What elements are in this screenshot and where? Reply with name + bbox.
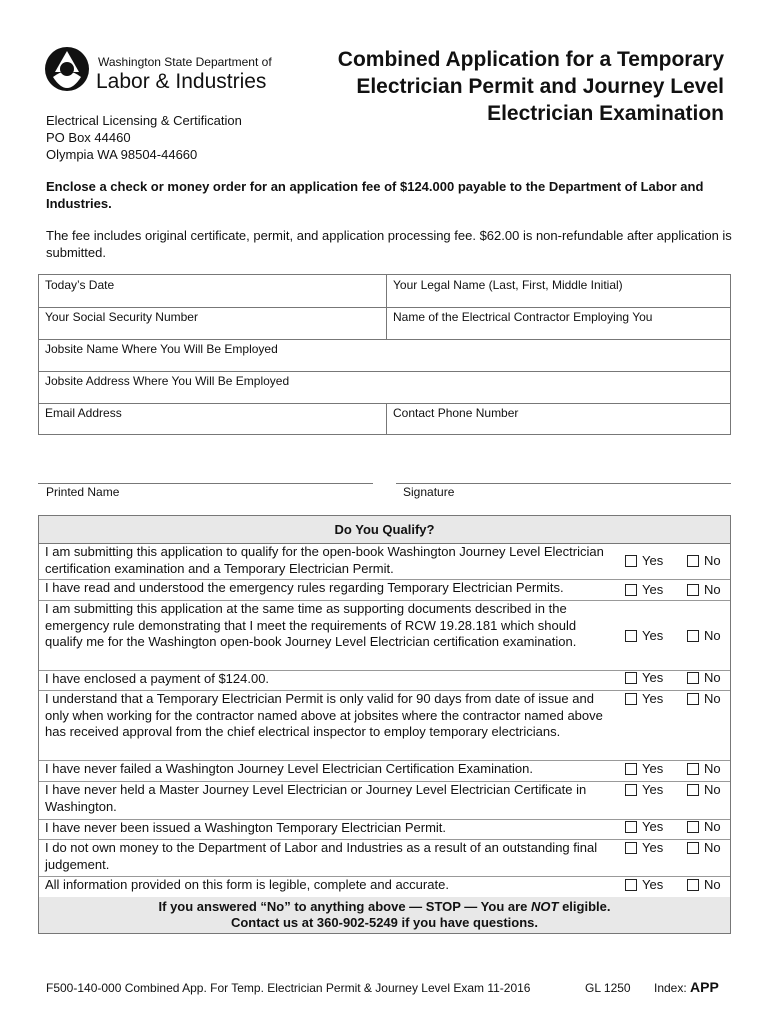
no-label: No (704, 691, 721, 706)
info-row (39, 275, 730, 308)
yes-label: Yes (642, 582, 664, 597)
question-row (39, 781, 730, 820)
yes-option[interactable] (625, 628, 663, 643)
form-identifier: F500-140-000 Combined App. For Temp. Electrician Permit & Journey Level Exam 11-2016 (46, 981, 531, 995)
question-text: I do not own money to the Department of Labor and Industries as a result of an outstanding final judgement. (45, 840, 598, 872)
no-option[interactable] (687, 877, 721, 892)
org-name-line1: Washington State Department of (98, 55, 272, 69)
no-checkbox[interactable] (687, 584, 699, 596)
no-label: No (704, 840, 721, 855)
question-row (39, 819, 730, 840)
index-code: Index: APP (654, 979, 719, 995)
question-text: I have never held a Master Journey Level Electrician or Journey Level Electrician Certificate in Washington. (45, 782, 587, 814)
no-checkbox[interactable] (687, 879, 699, 891)
fee-instruction: Enclose a check or money order for an application fee of $124.000 payable to the Department of Labor and Industries. (46, 179, 704, 211)
contractor-name-field[interactable] (386, 307, 730, 339)
lni-logo-icon (44, 46, 90, 92)
address-line: Olympia WA 98504-44660 (46, 147, 198, 162)
field-label: Jobsite Address Where You Will Be Employed (45, 374, 290, 388)
no-checkbox[interactable] (687, 842, 699, 854)
no-option[interactable] (687, 582, 721, 597)
yes-label: Yes (642, 628, 664, 643)
mailing-address (46, 112, 242, 163)
eligibility-warning (39, 897, 730, 933)
question-row (39, 876, 730, 898)
question-text: I have never failed a Washington Journey Level Electrician Certification Examination. (45, 761, 533, 776)
yes-label: Yes (642, 782, 664, 797)
signature-line[interactable] (396, 483, 731, 484)
field-label: Jobsite Name Where You Will Be Employed (45, 342, 278, 356)
page-title: Combined Application for a Temporary Electrician Permit and Journey Level Electrician Examination (337, 48, 724, 125)
question-text: I am submitting this application at the same time as supporting documents described in the emergency rule demonstrating that I meet the requirements of RCW 19.28.181 which should qualify me for the Washington open-book Journey Level Electrician certification examination. (45, 601, 577, 649)
field-label: Today’s Date (45, 278, 115, 292)
address-line: PO Box 44460 (46, 130, 131, 145)
yes-checkbox[interactable] (625, 879, 637, 891)
field-label: Email Address (45, 406, 122, 420)
info-row (39, 371, 730, 404)
yes-option[interactable] (625, 691, 663, 706)
legal-name-field[interactable] (386, 275, 730, 307)
no-label: No (704, 761, 721, 776)
info-row (39, 339, 730, 372)
yes-option[interactable] (625, 670, 663, 685)
fee-note: The fee includes original certificate, permit, and application processing fee. $62.00 is non-refundable after application is submitted. (46, 228, 732, 260)
yes-option[interactable] (625, 877, 663, 892)
question-row (39, 543, 730, 580)
yes-label: Yes (642, 553, 664, 568)
yes-option[interactable] (625, 782, 663, 797)
no-checkbox[interactable] (687, 784, 699, 796)
yes-option[interactable] (625, 761, 663, 776)
no-checkbox[interactable] (687, 555, 699, 567)
todays-date-field[interactable] (39, 275, 386, 307)
no-label: No (704, 553, 721, 568)
yes-option[interactable] (625, 553, 663, 568)
printed-name-label: Printed Name (46, 485, 120, 499)
gl-code: GL 1250 (585, 981, 631, 995)
yes-checkbox[interactable] (625, 763, 637, 775)
info-row (39, 403, 730, 434)
question-row (39, 839, 730, 877)
no-option[interactable] (687, 761, 721, 776)
field-label: Your Legal Name (Last, First, Middle Initial) (393, 278, 623, 292)
no-option[interactable] (687, 670, 721, 685)
question-text: I have enclosed a payment of $124.00. (45, 671, 270, 686)
no-checkbox[interactable] (687, 763, 699, 775)
no-option[interactable] (687, 840, 721, 855)
yes-checkbox[interactable] (625, 784, 637, 796)
no-label: No (704, 877, 721, 892)
yes-checkbox[interactable] (625, 842, 637, 854)
yes-label: Yes (642, 691, 664, 706)
question-row (39, 579, 730, 601)
field-label: Your Social Security Number (45, 310, 198, 324)
no-label: No (704, 819, 721, 834)
yes-label: Yes (642, 840, 664, 855)
no-option[interactable] (687, 819, 721, 834)
yes-checkbox[interactable] (625, 584, 637, 596)
warning-line1: If you answered “No” to anything above — STOP — You are NOT eligible. (158, 899, 611, 914)
yes-checkbox[interactable] (625, 555, 637, 567)
email-field[interactable] (39, 403, 386, 434)
address-line: Electrical Licensing & Certification (46, 113, 242, 128)
yes-option[interactable] (625, 582, 663, 597)
yes-label: Yes (642, 670, 664, 685)
info-row (39, 307, 730, 340)
yes-checkbox[interactable] (625, 672, 637, 684)
question-text: All information provided on this form is legible, complete and accurate. (45, 877, 449, 892)
yes-checkbox[interactable] (625, 821, 637, 833)
yes-label: Yes (642, 877, 664, 892)
yes-checkbox[interactable] (625, 693, 637, 705)
no-label: No (704, 782, 721, 797)
yes-label: Yes (642, 819, 664, 834)
phone-field[interactable] (386, 403, 730, 434)
applicant-info-table (38, 274, 731, 435)
question-text: I understand that a Temporary Electrician Permit is only valid for 90 days from date of issue and only when working for the contractor named above at jobsites where the contractor named above has received approval from the chief electrical inspector to employ temporary electricians. (45, 691, 603, 739)
question-text: I have never been issued a Washington Temporary Electrician Permit. (45, 820, 447, 835)
jobsite-name-field[interactable] (39, 339, 730, 371)
ssn-field[interactable] (39, 307, 386, 339)
question-row (39, 670, 730, 691)
qualification-table (38, 515, 731, 934)
yes-option[interactable] (625, 819, 663, 834)
signature-label: Signature (403, 485, 455, 499)
yes-option[interactable] (625, 840, 663, 855)
no-option[interactable] (687, 782, 721, 797)
question-row (39, 760, 730, 782)
no-option[interactable] (687, 553, 721, 568)
field-label: Name of the Electrical Contractor Employing You (393, 310, 653, 324)
warning-line2: Contact us at 360-902-5249 if you have questions. (230, 915, 539, 930)
question-text: I am submitting this application to qualify for the open-book Washington Journey Level Electrician certification examination and a Temporary Electrician Permit. (45, 544, 604, 576)
no-checkbox[interactable] (687, 821, 699, 833)
no-checkbox[interactable] (687, 693, 699, 705)
no-checkbox[interactable] (687, 672, 699, 684)
field-label: Contact Phone Number (393, 406, 519, 420)
printed-name-line[interactable] (38, 483, 373, 484)
no-option[interactable] (687, 628, 721, 643)
qualification-heading: Do You Qualify? (39, 516, 730, 544)
no-checkbox[interactable] (687, 630, 699, 642)
org-name-line2: Labor & Industries (96, 70, 267, 93)
question-text: I have read and understood the emergency rules regarding Temporary Electrician Permits. (45, 580, 564, 595)
yes-checkbox[interactable] (625, 630, 637, 642)
no-label: No (704, 582, 721, 597)
no-label: No (704, 670, 721, 685)
yes-label: Yes (642, 761, 664, 776)
jobsite-address-field[interactable] (39, 371, 730, 403)
no-option[interactable] (687, 691, 721, 706)
question-row (39, 600, 730, 671)
no-label: No (704, 628, 721, 643)
question-row (39, 690, 730, 761)
